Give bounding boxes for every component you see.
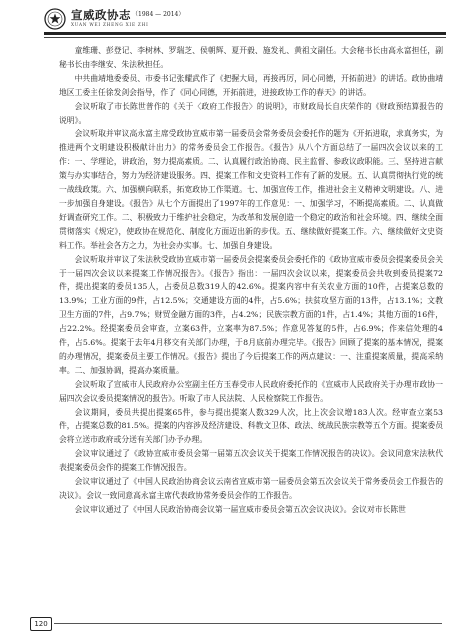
book-title: 宣威政协志 bbox=[71, 8, 131, 22]
paragraph-8: 会议审议通过了《政协宣威市委员会第一届第五次会议关于提案工作情况报告的决议》。会议同意宋法秋代表提案委员会作的提案工作情况报告。 bbox=[59, 449, 443, 473]
footer-rule bbox=[54, 623, 442, 624]
page-footer bbox=[30, 617, 442, 633]
paragraph-5: 会议听取并审议了朱法秋受政协宣威市第一届委员会提案委员会委托作的《政协宣威市委员会提案委员会关于一届四次会议以来提案工作情况报告》。《报告》指出：一届四次会议以来，提案委员会共收到委员提案72件，提出提案的委员135人，占委员总数319人的42.6%。提案内容中有关农业方面的10件，占提案总数的13.9%；工业方面的9件，占12.5%；交通建设方面的4件，占5.6%；扶贫攻坚方面的13件，占13.1%；文教卫生方面的7件，占9.7%；财贸金融方面的3件，占4.2%；民族宗教方面的1件，占1.4%；其他方面的16件，占22.2%。经提案委员会审查，立案63件，立案率为87.5%；作意见答复的5件，占6.9%；作来信处理的4件，占5.6%。提案于去年4月移交有关部门办理，于8月底前办理完毕。《报告》回顾了提案的基本情况，提案的办理情况，提案委员主要工作情况。《报告》提出了今后提案工作的两点建议：一、注重提案质量，提高采纳率。二、加强协调，提高办案质量。 bbox=[59, 254, 443, 375]
paragraph-7: 会议期间，委员共提出提案65件，参与提出提案人数329人次，比上次会议增183人次。经审查立案53件，占提案总数的81.5%。提案的内容涉及经济建设、科教文卫体、政法、统战民族宗教等五个方面。提案委员会将立送市政府或分送有关部门办予办理。 bbox=[59, 407, 443, 445]
paragraph-2: 中共曲靖地委委员、市委书记张耀武作了《把握大局，再接再厉，同心同德，开拓前进》的讲话。政协曲靖地区工委主任徐发剑会指导，作了《同心同德，开拓前进，进接政协工作的春天》的讲话。 bbox=[59, 73, 443, 97]
paragraph-9: 会议审议通过了《中国人民政治协商会议云南省宣威市第一届委员会第五次会议关于常务委员会工作报告的决议》。会议一致同意高永富主席代表政协常务委员会作的工作报告。 bbox=[59, 477, 443, 500]
paragraph-1: 童维珊、彭登记、李树林、罗瑞芝、侯朝辉、夏开毅、施发礼、黄祖文副任。大会秘书长由高永富担任，副秘书长由李继安、朱法秋担任。 bbox=[59, 46, 443, 69]
body-text bbox=[59, 44, 443, 517]
paragraph-3: 会议听取了市长陈世普作的《关于〈政府工作报告〉的说明》，市财政局长自庆荣作的《财政预结算报告的说明》。 bbox=[59, 101, 443, 125]
paragraph-4: 会议听取并审议高永富主席受政协宣威市第一届委员会常务委员会委托作的题为《开拓进取，求真务实，为推进两个文明建设积极献计出力》的常务委员会工作报告。《报告》从八个方面总结了一届四次会议以来的工作：一、学理论，讲政治，努力提高素质。二、认真履行政治协商、民主监督、参政议政职能。三、坚持进言献策与办实事结合，努力为经济建设服务。四、提案工作和文史资料工作有了新的发展。五、认真贯彻执行党的统一战线政策。六、加强横向联系，拓宽政协工作渠道。七、加强宣传工作，推进社会主义精神文明建设。八、进一步加强自身建设。《报告》从七个方面提出了1997年的工作意见：一、加强学习，不断提高素质。二、认真做好调查研究工作。二、积极致力于维护社会稳定，为改革和发展创造一个稳定的政治和社会环境。四、继续全面贯彻落实《规定》，使政协在规范化、制度化方面迈出新的步伐。五、继续做好提案工作。六、继续做好文史资料工作。举社会各方之力，为社会办实事。七、加强自身建设。 bbox=[59, 129, 443, 250]
running-header bbox=[44, 8, 446, 48]
cppcc-emblem-icon bbox=[44, 8, 66, 30]
paragraph-6: 会议听取了宣威市人民政府办公室副主任方玉春受市人民政府委托作的《宣威市人民政府关于办理市政协一届四次会议委员提案情况的报告》。听取了市人民法院、人民检察院工作报告。 bbox=[59, 379, 443, 403]
paragraph-10: 会议审议通过了《中国人民政治协商会议第一届宣威市委员会第五次会议决议》。会议对市长陈世 bbox=[74, 504, 406, 514]
page-number: 120 bbox=[30, 617, 52, 631]
header-rule-thin bbox=[44, 37, 446, 38]
book-title-pinyin: XUAN WEI ZHENG XIE ZHI bbox=[71, 22, 149, 27]
header-rule-thick bbox=[44, 32, 446, 35]
book-years: （1984 — 2014） bbox=[132, 11, 185, 18]
